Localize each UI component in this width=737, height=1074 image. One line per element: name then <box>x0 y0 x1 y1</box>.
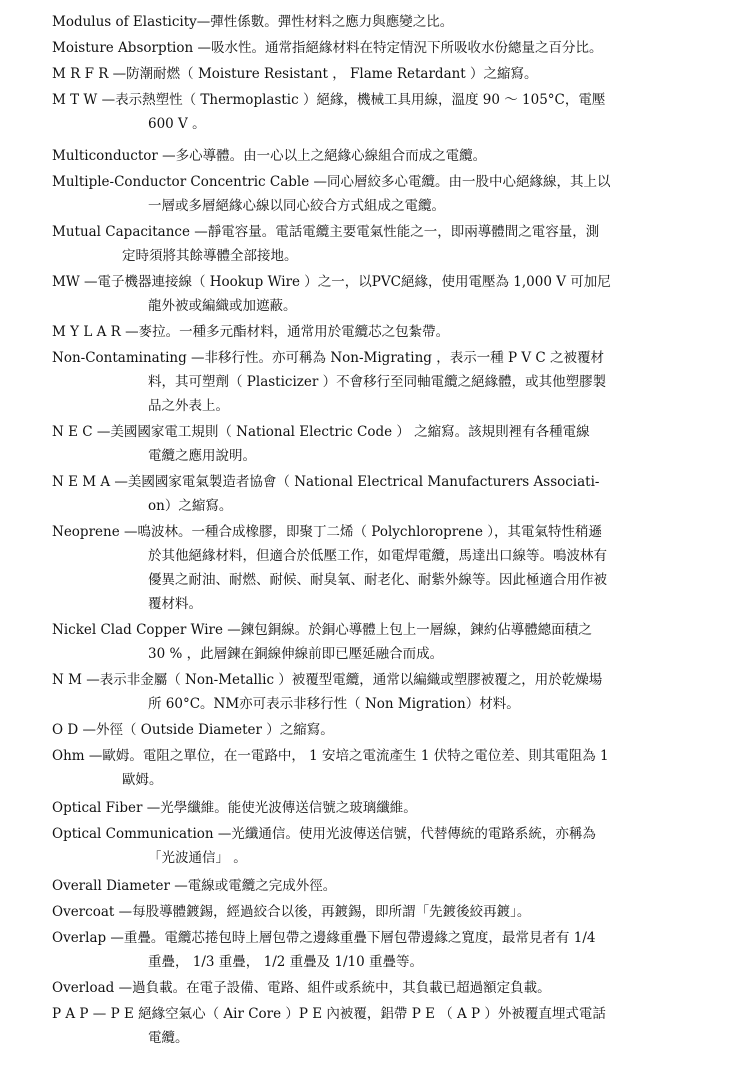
entry-text: Multiconductor —多心導體。由一心以上之絕緣心線組合而成之電纜。 <box>52 148 487 164</box>
glossary-entry <box>52 520 707 616</box>
glossary-entry <box>52 926 707 974</box>
entry-continuation: 料，其可塑劑（ Plasticizer ）不會移行至同軸電纜之絕緣體，或其他塑膠製 <box>148 374 607 390</box>
entry-text: Mutual Capacitance —靜電容量。電話電纜主要電氣性能之一，即兩導體間之電容量，測 <box>52 224 600 240</box>
entry-continuation: 品之外表上。 <box>148 398 229 414</box>
entry-text: N E C —美國國家電工規則（ National Electric Code ） 之縮寫。該規則裡有各種電線 <box>52 424 590 440</box>
entry-text: Overall Diameter —電線或電纜之完成外徑。 <box>52 878 337 894</box>
glossary-entry <box>52 618 707 666</box>
entry-continuation: 電纜之應用說明。 <box>148 448 256 464</box>
entry-text: M Y L A R —麥拉。一種多元酯材料，通常用於電纜芯之包紮帶。 <box>52 324 450 340</box>
entry-text: Moisture Absorption —吸水性。通常指絕緣材料在特定情況下所吸收水份總量之百分比。 <box>52 40 603 56</box>
entry-text: Multiple-Conductor Concentric Cable —同心層絞多心電纜。由一股中心絕緣線，其上以 <box>52 174 611 190</box>
glossary-entry <box>52 668 707 716</box>
entry-text: P A P — P E 絕緣空氣心（ Air Core ）P E 內被覆，鋁帶 P E （ A P ）外被覆直埋式電話 <box>52 1006 606 1022</box>
entry-continuation: 600 V 。 <box>148 116 206 132</box>
entry-text: Overcoat —每股導體鍍錫，經過絞合以後，再鍍錫，即所謂「先鍍後絞再鍍」。 <box>52 904 531 920</box>
entry-continuation: 「光波通信」 。 <box>148 850 247 866</box>
glossary-entry <box>52 144 707 168</box>
entry-text: Modulus of Elasticity—彈性係數。彈性材料之應力與應變之比。 <box>52 14 454 30</box>
glossary-entry <box>52 718 707 742</box>
entry-continuation: 重疊， 1/3 重疊， 1/2 重疊及 1/10 重疊等。 <box>148 954 424 970</box>
entry-text: Neoprene —鳴波林。一種合成橡膠，即聚丁二烯（ Polychloroprene ），其電氣特性稍遜 <box>52 524 602 540</box>
entry-continuation: 覆材料。 <box>148 596 202 612</box>
entry-continuation: 所 60°C。NM亦可表示非移行性（ Non Migration）材料。 <box>148 696 520 712</box>
entry-text: M T W —表示熱塑性（ Thermoplastic ）絕緣，機械工具用線，溫度 90 ～ 105°C，電壓 <box>52 92 606 108</box>
entry-text: O D —外徑（ Outside Diameter ）之縮寫。 <box>52 722 334 738</box>
entry-text: Optical Communication —光纖通信。使用光波傳送信號，代替傳統的電路系統，亦稱為 <box>52 826 596 842</box>
entry-continuation: 龍外被或編織或加遮蔽。 <box>148 298 297 314</box>
entry-text: Non-Contaminating —非移行性。亦可稱為 Non-Migrating ，表示一種 P V C 之被覆材 <box>52 350 605 366</box>
glossary-entry <box>52 36 707 60</box>
glossary-entry <box>52 744 707 792</box>
entry-text: Overlap —重疊。電纜芯捲包時上層包帶之邊緣重疊下層包帶邊緣之寬度，最常見者有 1/4 <box>52 930 596 946</box>
glossary-entry <box>52 346 707 418</box>
entry-continuation: 定時須將其餘導體全部接地。 <box>122 248 298 264</box>
entry-continuation: 優異之耐油、耐燃、耐候、耐臭氧、耐老化、耐紫外線等。因此極適合用作被 <box>148 572 607 588</box>
entry-continuation: on）之縮寫。 <box>148 498 233 514</box>
glossary-entry <box>52 88 707 136</box>
glossary-entry <box>52 470 707 518</box>
glossary-entry <box>52 170 707 218</box>
glossary-entry <box>52 420 707 468</box>
entry-continuation: 一層或多層絕緣心線以同心絞合方式組成之電纜。 <box>148 198 445 214</box>
entry-continuation: 於其他絕緣材料，但適合於低壓工作，如電焊電纜，馬達出口線等。鳴波林有 <box>148 548 607 564</box>
glossary-entry <box>52 796 707 820</box>
entry-text: Nickel Clad Copper Wire —鍊包銅線。於銅心導體上包上一層線，鍊約佔導體總面積之 <box>52 622 592 638</box>
glossary-entry <box>52 270 707 318</box>
entry-text: Optical Fiber —光學纖維。能使光波傳送信號之玻璃纖維。 <box>52 800 417 816</box>
glossary-entry <box>52 822 707 870</box>
entry-continuation: 歐姆。 <box>122 772 163 788</box>
glossary-entry <box>52 976 707 1000</box>
glossary-entry <box>52 62 707 86</box>
glossary-entry <box>52 874 707 898</box>
entry-continuation: 電纜。 <box>148 1030 189 1046</box>
glossary-entry <box>52 320 707 344</box>
glossary-entry <box>52 1002 707 1050</box>
entry-text: Overload —過負載。在電子設備、電路、組件或系統中，其負載已超過額定負載。 <box>52 980 551 996</box>
entry-text: MW —電子機器連接線（ Hookup Wire ）之一，以PVC絕緣，使用電壓為 1,000 V 可加尼 <box>52 274 611 290</box>
glossary-entry <box>52 220 707 268</box>
entry-text: Ohm —歐姆。電阻之單位，在一電路中， 1 安培之電流產生 1 伏特之電位差、則其電阻為 1 <box>52 748 609 764</box>
glossary-entry <box>52 900 707 924</box>
entry-text: M R F R —防潮耐燃（ Moisture Resistant ， Flame Retardant ）之縮寫。 <box>52 66 538 82</box>
glossary-entry <box>52 10 707 34</box>
entry-continuation: 30 % ，此層鍊在銅線伸線前即已壓延融合而成。 <box>148 646 444 662</box>
entry-text: N M —表示非金屬（ Non-Metallic ）被覆型電纜，通常以編織或塑膠被覆之，用於乾燥場 <box>52 672 603 688</box>
entry-text: N E M A —美國國家電氣製造者協會（ National Electrical Manufacturers Associati- <box>52 474 600 490</box>
